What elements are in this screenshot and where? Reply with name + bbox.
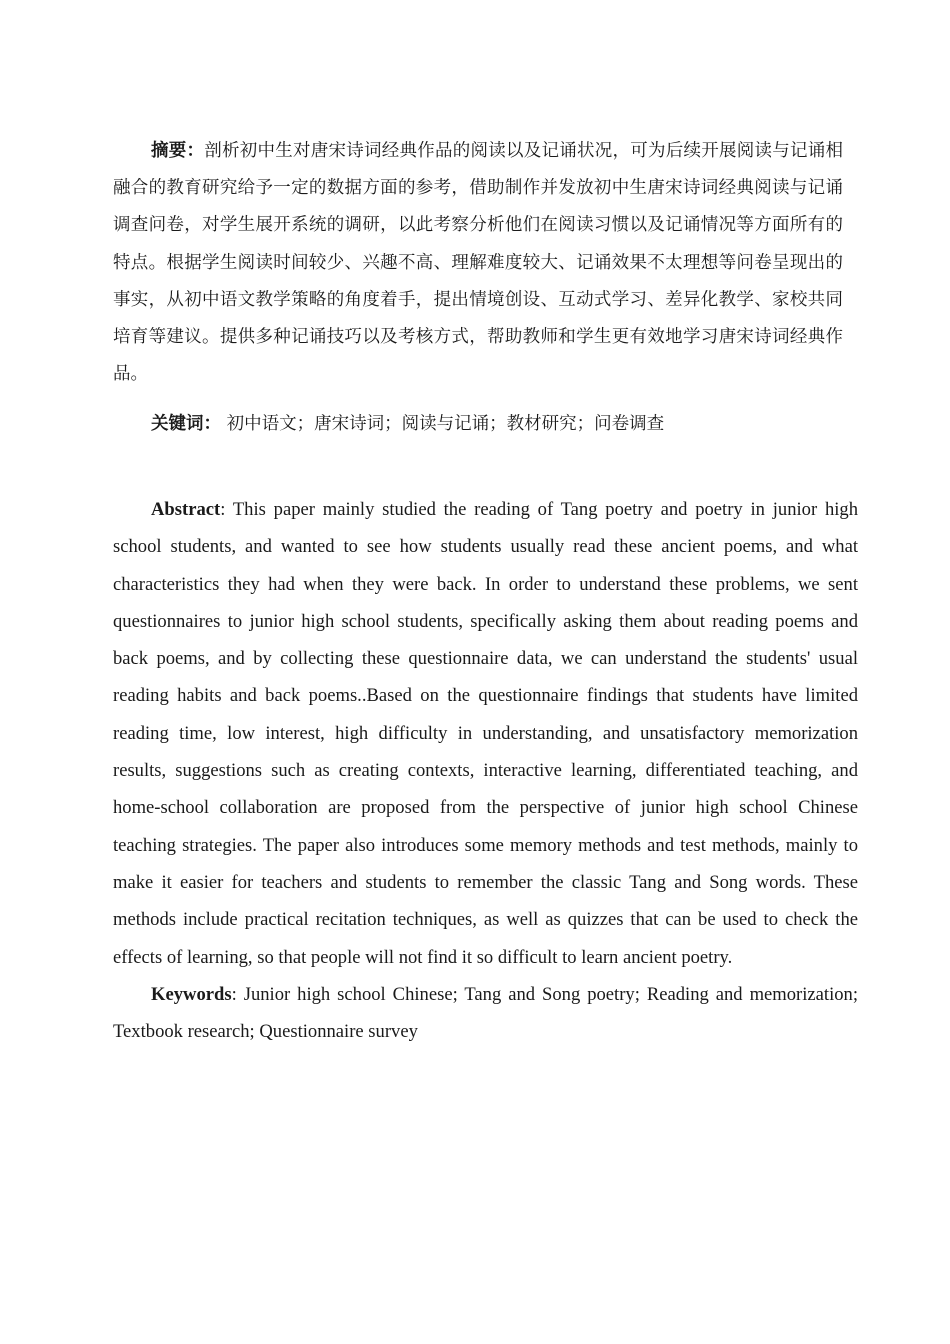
english-abstract: [113, 491, 858, 1050]
chinese-keywords-text: 初中语文；唐宋诗词；阅读与记诵；教材研究；问卷调查: [226, 414, 665, 434]
english-keywords-label: Keywords: [151, 983, 232, 1005]
english-abstract-paragraph: [113, 491, 858, 976]
english-abstract-text: : This paper mainly studied the reading of Tang poetry and poetry in junior high school students, and wanted to see how students usually read these ancient poems, and what characteristics they had when they were back. In order to understand these problems, we sent questionnaires to junior high school students, specifically asking them about reading poems and back poems, and by collecting these questionnaire data, we can understand the students' usual reading habits and back poems..Based on the questionnaire findings that students have limited reading time, low interest, high difficulty in understanding, and unsatisfactory memorization results, suggestions such as creating contexts, interactive learning, differentiated teaching, and home-school collaboration are proposed from the perspective of junior high school Chinese teaching strategies. The paper also introduces some memory methods and test methods, mainly to make it easier for teachers and students to remember the classic Tang and Song words. These methods include practical recitation techniques, as well as quizzes that can be used to check the effects of learning, so that people will not find it so difficult to learn ancient poetry.: [113, 499, 858, 968]
chinese-abstract-paragraph: [113, 133, 843, 393]
english-abstract-label: Abstract: [151, 499, 221, 520]
chinese-abstract: [113, 133, 843, 393]
english-keywords: [113, 976, 858, 1051]
chinese-abstract-text: 剖析初中生对唐宋诗词经典作品的阅读以及记诵状况，可为后续开展阅读与记诵相融合的教育研究给予一定的数据方面的参考，借助制作并发放初中生唐宋诗词经典阅读与记诵调查问卷，对学生展开系统的调研，以此考察分析他们在阅读习惯以及记诵情况等方面所有的特点。根据学生阅读时间较少、兴趣不高、理解难度较大、记诵效果不太理想等问卷呈现出的事实，从初中语文教学策略的角度着手，提出情境创设、互动式学习、差异化教学、家校共同培育等建议。提供多种记诵技巧以及考核方式，帮助教师和学生更有效地学习唐宋诗词经典作品。: [113, 141, 843, 385]
chinese-abstract-label: 摘要：: [151, 141, 205, 161]
english-keywords-text: : Junior high school Chinese; Tang and Song poetry; Reading and memorization; Textbook research; Questionnaire survey: [113, 983, 858, 1043]
chinese-keywords: [113, 406, 843, 443]
chinese-keywords-label: 关键词：: [151, 414, 221, 434]
